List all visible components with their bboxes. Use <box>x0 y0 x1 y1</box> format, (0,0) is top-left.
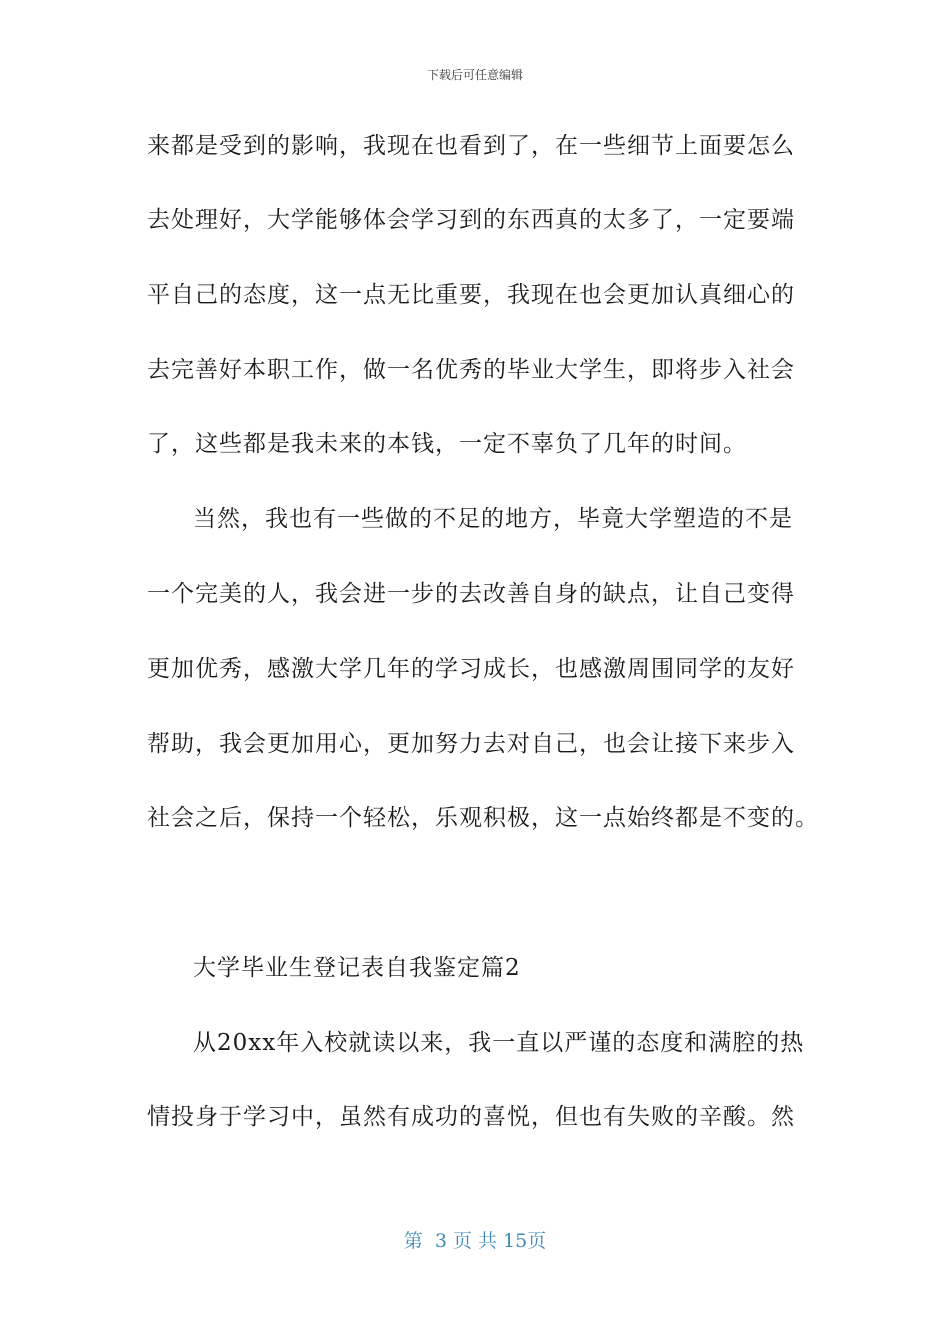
paragraph-line: 一个完美的人，我会进一步的去改善自身的缺点，让自己变得 <box>147 581 795 607</box>
paragraph-line: 更加优秀，感激大学几年的学习成长，也感激周围同学的友好 <box>147 656 795 682</box>
page-number: 第 3 页 共 15页 <box>403 1230 547 1252</box>
paragraph-line: 去处理好，大学能够体会学习到的东西真的太多了，一定要端 <box>147 207 795 233</box>
paragraph-line: 帮助，我会更加用心，更加努力去对自己，也会让接下来步入 <box>147 731 795 757</box>
paragraph-line: 社会之后，保持一个轻松，乐观积极，这一点始终都是不变的。 <box>147 805 819 831</box>
header-note: 下载后可任意编辑 <box>426 68 523 82</box>
section-heading: 大学毕业生登记表自我鉴定篇2 <box>193 955 521 981</box>
paragraph-line: 来都是受到的影响，我现在也看到了，在一些细节上面要怎么 <box>147 133 795 159</box>
paragraph-line: 去完善好本职工作，做一名优秀的毕业大学生，即将步入社会 <box>147 357 795 383</box>
paragraph-line: 了，这些都是我未来的本钱，一定不辜负了几年的时间。 <box>147 431 747 457</box>
paragraph-line: 从20xx年入校就读以来，我一直以严谨的态度和满腔的热 <box>193 1030 805 1056</box>
paragraph-line: 平自己的态度，这一点无比重要，我现在也会更加认真细心的 <box>147 282 795 308</box>
paragraph-line: 当然，我也有一些做的不足的地方，毕竟大学塑造的不是 <box>193 506 793 532</box>
paragraph-line: 情投身于学习中，虽然有成功的喜悦，但也有失败的辛酸。然 <box>147 1104 795 1130</box>
